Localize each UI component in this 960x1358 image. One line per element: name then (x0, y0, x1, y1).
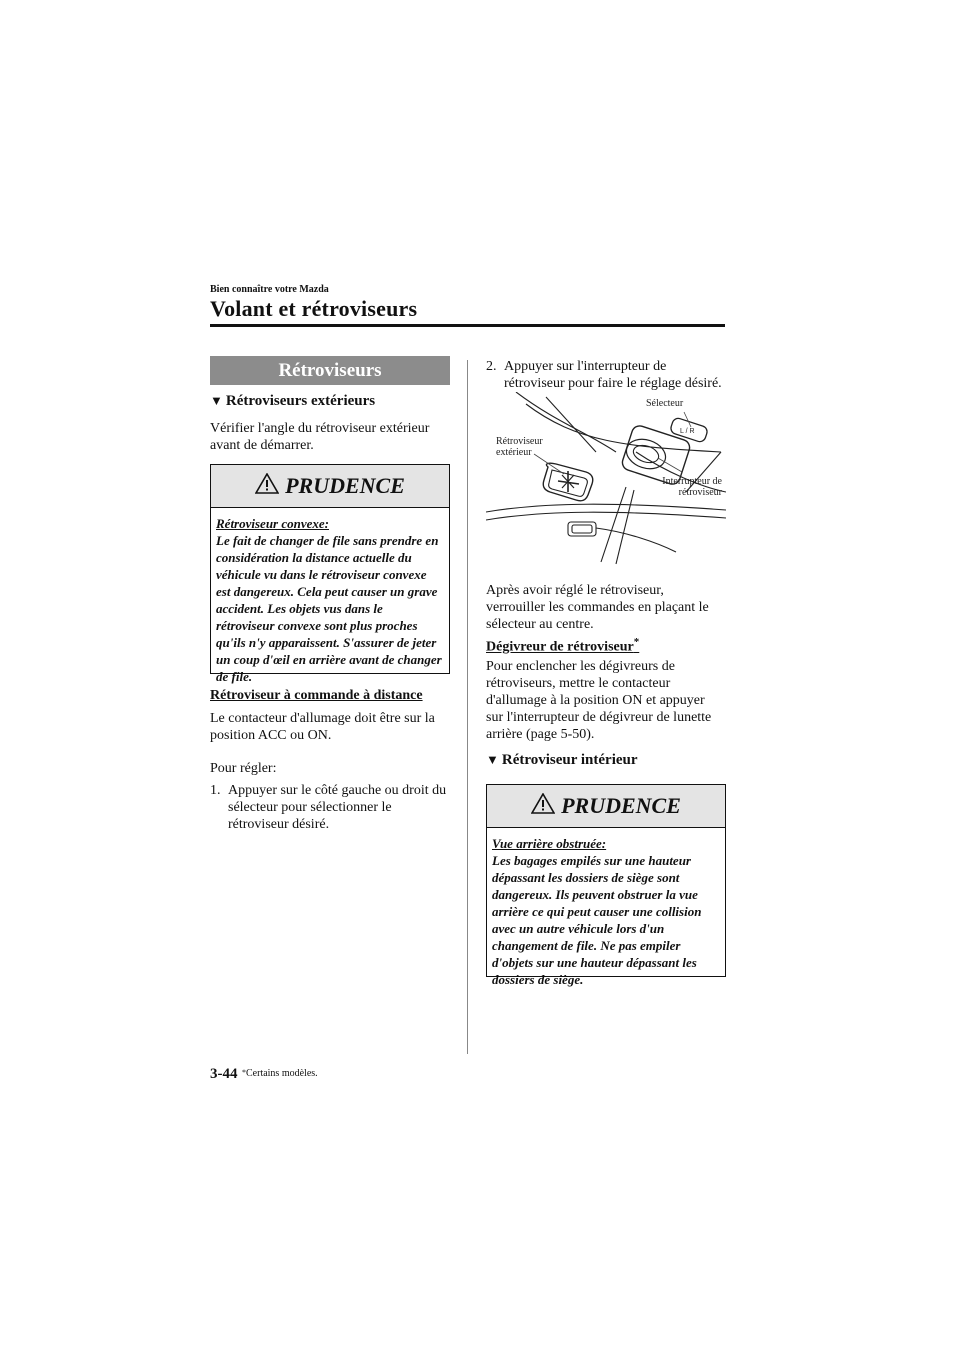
caution-title: PRUDENCE (561, 793, 681, 818)
remote-mirror-heading: Rétroviseur à commande à distance (210, 688, 423, 703)
caution-body (487, 828, 725, 994)
remote-mirror-paragraph: Le contacteur d'allumage doit être sur la position ACC ou ON. (210, 711, 435, 743)
caution-subtitle: Rétroviseur convexe: (216, 516, 330, 531)
callout-line: extérieur (496, 447, 532, 458)
step-2 (486, 358, 724, 392)
caution-box-convex (210, 464, 450, 684)
caution-header (211, 465, 449, 508)
page-number: 3-44 (210, 1066, 238, 1082)
caution-text: Les bagages empilés sur une hauteur dépassant les dossiers de siège sont dangereux. Ils peuvent obstruer la vue arrière ce qui peut causer une collision avec un autre véhicule lors d'un changement de file. Ne pas empiler d'objets sur une hauteur dépassant les dossiers de siège. (492, 853, 702, 987)
header-rule (210, 324, 725, 327)
footnote-text: Certains modèles. (246, 1068, 318, 1079)
caution-title: PRUDENCE (285, 473, 405, 498)
callout-line: Rétroviseur (496, 436, 543, 447)
step-number: 2. (486, 359, 497, 374)
after-adjust-paragraph: Après avoir réglé le rétroviseur, verrouiller les commandes en plaçant le sélecteur au centre. (486, 583, 709, 632)
adjust-label: Pour régler: (210, 761, 277, 776)
caution-header (487, 785, 725, 828)
subsection-heading-text: Rétroviseur intérieur (501, 752, 638, 768)
caution-box-obstructed (486, 784, 726, 987)
step-text: Appuyer sur l'interrupteur de rétroviseur pour faire le réglage désiré. (504, 359, 722, 391)
defroster-heading-text: Dégivreur de rétroviseur (486, 639, 634, 655)
callout-mirror-switch (644, 476, 722, 498)
callout-line: rétroviseur (678, 487, 722, 498)
caution-body (211, 508, 449, 691)
step-number: 1. (210, 783, 221, 798)
chapter-title: Volant et rétroviseurs (210, 296, 418, 321)
triangle-bullet-icon: ▼ (486, 752, 499, 767)
footnote (242, 1068, 318, 1079)
step-1 (210, 782, 450, 833)
section-kicker: Bien connaître votre Mazda (210, 284, 329, 295)
subsection-heading-exterior (210, 393, 375, 410)
warning-triangle-icon (531, 793, 555, 819)
column-divider (467, 360, 468, 1054)
section-banner: Rétroviseurs (210, 356, 450, 385)
footnote-asterisk: * (242, 1068, 246, 1077)
defroster-paragraph: Pour enclencher les dégivreurs de rétroviseurs, mettre le contacteur d'allumage à la position ON et appuyer sur l'interrupteur de dégivreur de lunette arrière (page 5-50). (486, 659, 712, 742)
subsection-heading-interior (486, 752, 638, 769)
callout-exterior-mirror (496, 436, 543, 458)
defroster-heading (486, 636, 639, 656)
intro-paragraph: Vérifier l'angle du rétroviseur extérieur avant de démarrer. (210, 421, 430, 453)
asterisk-marker: * (633, 636, 640, 648)
subsection-heading-text: Rétroviseurs extérieurs (225, 393, 376, 409)
caution-text: Le fait de changer de file sans prendre en considération la distance actuelle du véhicule vu dans le rétroviseur convexe est dangereux. Cela peut causer un grave accident. Les objets vus dans le rétroviseur convexe sont plus proches qu'ils n'y apparaissent. S'assurer de jeter un coup d'œil en arrière avant de changer de file. (216, 533, 442, 684)
selector-marking: L / R (680, 428, 695, 435)
warning-triangle-icon (255, 473, 279, 499)
caution-subtitle: Vue arrière obstruée: (492, 836, 607, 851)
step-text: Appuyer sur le côté gauche ou droit du sélecteur pour sélectionner le rétroviseur désiré. (228, 783, 447, 832)
triangle-bullet-icon: ▼ (210, 393, 223, 408)
callout-line: Interrupteur de (662, 476, 722, 487)
callout-selector: Sélecteur (646, 398, 684, 409)
mirror-control-figure (486, 392, 726, 572)
